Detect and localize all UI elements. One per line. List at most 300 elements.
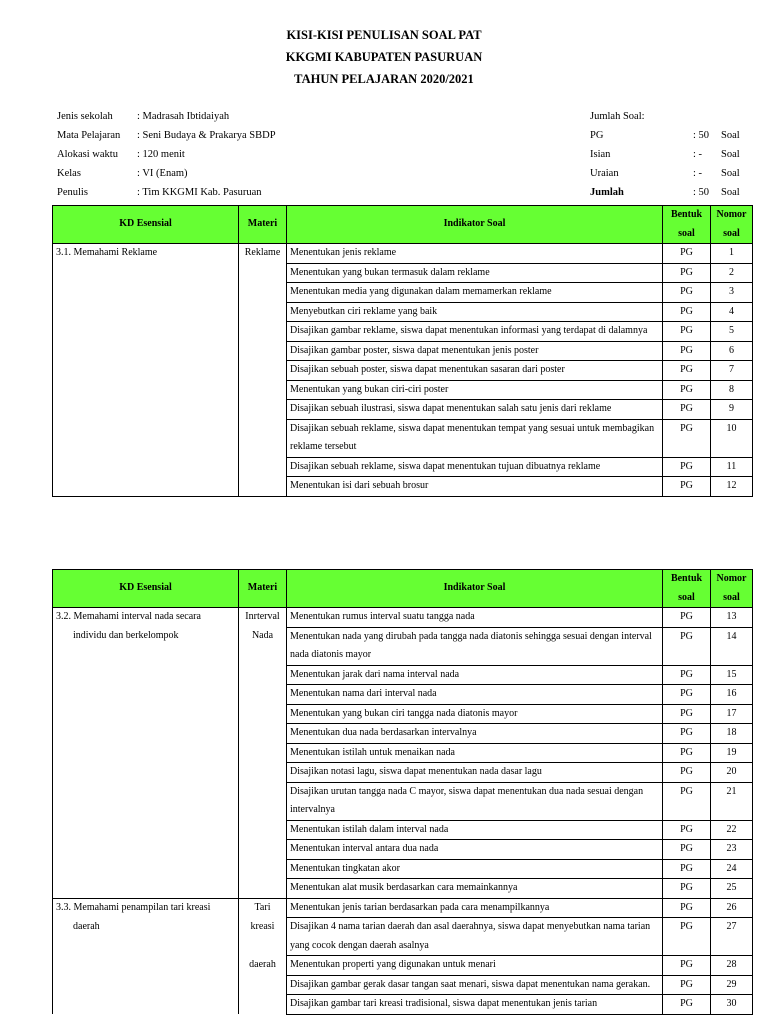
table-row [53,956,753,976]
nomor-cell [711,956,753,976]
nomor-cell [711,724,753,744]
nomor-cell [711,322,753,342]
info-row [57,107,276,126]
table-row [53,918,753,956]
nomor-cell [711,840,753,860]
table-row [53,879,753,899]
kd-cell [53,244,239,264]
nomor-cell [711,244,753,264]
materi-cell [239,840,287,860]
bentuk-cell [663,400,711,420]
bentuk-text: PG [680,344,693,356]
indikator-text: Disajikan urutan tangga nada C mayor, siswa dapat menentukan dua nada sesuai dengan intervalnya [290,785,644,815]
bentuk-text: PG [680,882,693,893]
kd-cell [53,380,239,400]
info-row [57,145,276,164]
bentuk-cell [663,782,711,820]
table-row [53,608,753,628]
nomor-text: 27 [726,921,737,932]
soal-count: : 50 [693,130,710,141]
indikator-text: Disajikan sebuah reklame, siswa dapat menentukan tempat yang sesuai untuk membagikan reklame tersebut [290,422,655,452]
nomor-text: 8 [729,383,734,395]
header-kd: KD Esensial [53,570,239,608]
nomor-text: 12 [726,480,737,491]
indikator-text: Disajikan sebuah poster, siswa dapat menentukan sasaran dari poster [290,364,565,375]
info-label: Jenis sekolah [57,111,113,122]
info-row [57,183,276,202]
info-value: : VI (Enam) [137,168,188,179]
materi-cell [239,918,287,956]
nomor-cell [711,302,753,322]
header-indikator: Indikator Soal [287,570,663,608]
bentuk-text: PG [680,611,693,622]
nomor-text: 4 [729,305,734,317]
bentuk-text: PG [680,286,693,297]
materi-text: kreasi [250,920,275,932]
table-row [53,763,753,783]
nomor-text: 23 [726,843,737,854]
materi-cell [239,704,287,724]
indikator-cell [287,975,663,995]
info-label: Alokasi waktu [57,149,118,160]
materi-cell [239,322,287,342]
materi-text: Tari [254,901,271,913]
nomor-cell [711,918,753,956]
table-row [53,995,753,1015]
indikator-text: Menentukan rumus interval suatu tangga nada [290,611,475,622]
nomor-text: 24 [726,862,737,874]
soal-unit: Soal [721,187,740,198]
indikator-cell [287,665,663,685]
kd-cell [53,302,239,322]
table-row [53,665,753,685]
nomor-text: 19 [726,746,737,758]
materi-cell [239,244,287,264]
nomor-text: 11 [726,460,737,472]
bentuk-cell [663,685,711,705]
nomor-text: 30 [726,998,737,1009]
kd-cell [53,685,239,705]
jumlah-soal-heading: Jumlah Soal: [590,111,645,122]
nomor-cell [711,627,753,665]
nomor-text: 20 [726,766,737,777]
nomor-cell [711,859,753,879]
kd-cell [53,840,239,860]
table-row [53,244,753,264]
info-row [57,126,276,145]
nomor-cell [711,995,753,1015]
materi-cell [239,724,287,744]
indikator-text: Menentukan istilah dalam interval nada [290,823,449,835]
header-kd: KD Esensial [53,206,239,244]
bentuk-cell [663,419,711,457]
soal-count-row [590,126,740,145]
bentuk-cell [663,477,711,497]
bentuk-cell [663,665,711,685]
bentuk-cell [663,918,711,956]
indikator-text: Disajikan sebuah reklame, siswa dapat menentukan tujuan dibuatnya reklame [290,460,601,472]
soal-unit: Soal [721,168,740,179]
soal-count-row [590,145,740,164]
info-left [57,107,276,202]
bentuk-cell [663,763,711,783]
materi-cell [239,743,287,763]
indikator-text: Menentukan interval antara dua nada [290,843,439,854]
nomor-cell [711,820,753,840]
bentuk-cell [663,457,711,477]
indikator-text: Menentukan yang bukan ciri-ciri poster [290,383,449,395]
materi-text: daerah [249,958,276,970]
materi-text: Inrterval [245,611,280,622]
nomor-cell [711,283,753,303]
materi-cell [239,763,287,783]
indikator-text: Menentukan dua nada berdasarkan intervalnya [290,727,477,738]
nomor-cell [711,685,753,705]
indikator-cell [287,995,663,1015]
bentuk-cell [663,263,711,283]
indikator-cell [287,608,663,628]
indikator-text: Menentukan alat musik berdasarkan cara memainkannya [290,882,518,893]
soal-count: : - [693,168,703,179]
materi-cell [239,361,287,381]
table-row [53,457,753,477]
bentuk-text: PG [680,823,693,835]
soal-type: Uraian [590,168,619,179]
info-value: : Tim KKGMI Kab. Pasuruan [137,187,262,198]
soal-count-row [590,183,740,202]
nomor-cell [711,782,753,820]
nomor-cell [711,400,753,420]
bentuk-cell [663,704,711,724]
materi-cell [239,956,287,976]
nomor-cell [711,608,753,628]
nomor-cell [711,704,753,724]
bentuk-text: PG [680,746,693,758]
table-row [53,263,753,283]
info-value: : Seni Budaya & Prakarya SBDP [137,130,276,141]
nomor-text: 18 [726,727,737,738]
bentuk-cell [663,995,711,1015]
table-row [53,724,753,744]
header-nomor: Nomor soal [711,570,753,608]
kd-cell [53,859,239,879]
nomor-text: 29 [726,978,737,990]
bentuk-cell [663,283,711,303]
bentuk-text: PG [680,325,693,336]
materi-text: Nada [251,630,274,641]
bentuk-text: PG [680,247,693,258]
nomor-text: 5 [729,325,734,336]
indikator-text: Menentukan nada yang dirubah pada tangga nada diatonis sehingga sesuai dengan interval nada diatonis mayor [290,630,652,660]
kd-text: 3.3. Memahami penampilan tari kreasi [56,901,211,913]
bentuk-text: PG [680,901,693,913]
table-row [53,302,753,322]
kd-cell [53,975,239,995]
kisi-table-1 [52,205,753,497]
bentuk-text: PG [680,862,693,874]
nomor-text: 17 [726,707,737,719]
table-row [53,898,753,918]
header-materi: Materi [239,206,287,244]
table-row [53,400,753,420]
indikator-cell [287,361,663,381]
table-row [53,361,753,381]
bentuk-cell [663,361,711,381]
header-bentuk: Bentuk soal [663,206,711,244]
kd-cell [53,898,239,918]
indikator-cell [287,283,663,303]
materi-cell [239,665,287,685]
table-row [53,627,753,665]
info-row [57,164,276,183]
kd-cell [53,743,239,763]
bentuk-text: PG [680,766,693,777]
kd-text: daerah [73,920,100,932]
nomor-text: 15 [726,668,737,680]
materi-cell [239,341,287,361]
title-line-2: KKGMI KABUPATEN PASURUAN [285,50,483,64]
bentuk-cell [663,627,711,665]
materi-cell [239,419,287,457]
kd-cell [53,341,239,361]
kd-cell [53,477,239,497]
indikator-text: Menentukan tingkatan akor [290,862,400,874]
info-label: Mata Pelajaran [57,130,121,141]
materi-cell [239,859,287,879]
indikator-cell [287,743,663,763]
bentuk-cell [663,724,711,744]
indikator-text: Disajikan 4 nama tarian daerah dan asal daerahnya, siswa dapat menyebutkan nama tarian yang cocok dengan daerah asalnya [290,921,651,951]
nomor-cell [711,361,753,381]
nomor-cell [711,477,753,497]
nomor-cell [711,898,753,918]
indikator-text: Menentukan media yang digunakan dalam memamerkan reklame [290,286,552,297]
bentuk-cell [663,898,711,918]
kd-cell [53,918,239,956]
nomor-cell [711,975,753,995]
bentuk-text: PG [680,843,693,854]
nomor-cell [711,457,753,477]
bentuk-text: PG [680,785,693,797]
header-bentuk: Bentuk soal [663,570,711,608]
kd-cell [53,763,239,783]
bentuk-text: PG [680,364,693,375]
soal-count-row [590,164,740,183]
info-value: : 120 menit [137,149,185,160]
indikator-cell [287,302,663,322]
kd-cell [53,322,239,342]
materi-cell [239,283,287,303]
indikator-cell [287,956,663,976]
bentuk-cell [663,975,711,995]
info-label: Kelas [57,168,81,179]
indikator-text: Disajikan sebuah ilustrasi, siswa dapat menentukan salah satu jenis dari reklame [290,403,612,414]
header-indikator: Indikator Soal [287,206,663,244]
bentuk-cell [663,820,711,840]
bentuk-cell [663,956,711,976]
nomor-text: 28 [726,959,737,970]
table-row [53,322,753,342]
bentuk-text: PG [680,959,693,970]
bentuk-cell [663,743,711,763]
kd-cell [53,361,239,381]
indikator-text: Disajikan notasi lagu, siswa dapat menentukan nada dasar lagu [290,766,542,777]
table-row [53,859,753,879]
kd-cell [53,665,239,685]
kd-cell [53,782,239,820]
table-row [53,840,753,860]
soal-unit: Soal [721,130,740,141]
indikator-cell [287,763,663,783]
kisi-table-2 [52,569,753,1015]
kd-text: 3.2. Memahami interval nada secara [56,611,201,622]
nomor-text: 21 [726,785,737,797]
indikator-text: Disajikan gambar reklame, siswa dapat menentukan informasi yang terdapat di dalamnya [290,325,648,336]
nomor-text: 9 [729,403,734,414]
indikator-cell [287,782,663,820]
bentuk-text: PG [680,305,693,317]
materi-cell [239,477,287,497]
table-row [53,685,753,705]
indikator-cell [287,419,663,457]
indikator-text: Menentukan jenis tarian berdasarkan pada cara menampilkannya [290,901,550,913]
soal-count: : - [693,149,703,160]
indikator-cell [287,898,663,918]
soal-type: Isian [590,149,611,160]
indikator-cell [287,400,663,420]
nomor-text: 25 [726,882,737,893]
nomor-text: 26 [726,901,737,913]
bentuk-text: PG [680,422,693,434]
materi-cell [239,400,287,420]
indikator-cell [287,685,663,705]
info-value: : Madrasah Ibtidaiyah [137,111,230,122]
materi-cell [239,898,287,918]
indikator-cell [287,859,663,879]
bentuk-cell [663,341,711,361]
indikator-text: Menentukan nama dari interval nada [290,688,437,699]
bentuk-cell [663,840,711,860]
info-label: Penulis [57,187,88,198]
nomor-text: 22 [726,823,737,835]
indikator-text: Menentukan yang bukan ciri tangga nada diatonis mayor [290,707,518,719]
title-line-1: KISI-KISI PENULISAN SOAL PAT [286,28,482,42]
bentuk-text: PG [680,998,693,1009]
bentuk-cell [663,879,711,899]
document-title [0,24,768,90]
table-row [53,341,753,361]
materi-text: Reklame [244,247,281,258]
kd-cell [53,820,239,840]
nomor-text: 2 [729,266,734,278]
indikator-cell [287,879,663,899]
bentuk-text: PG [680,668,693,680]
bentuk-cell [663,322,711,342]
indikator-cell [287,704,663,724]
kd-text: 3.1. Memahami Reklame [56,247,158,258]
materi-cell [239,782,287,820]
indikator-text: Menentukan isi dari sebuah brosur [290,480,429,491]
nomor-cell [711,341,753,361]
indikator-cell [287,627,663,665]
table-row [53,283,753,303]
indikator-text: Menentukan istilah untuk menaikan nada [290,746,455,758]
table-row [53,975,753,995]
indikator-cell [287,244,663,264]
materi-cell [239,608,287,628]
indikator-cell [287,457,663,477]
bentuk-text: PG [680,978,693,990]
bentuk-cell [663,380,711,400]
table-2-body [53,608,753,1015]
kd-cell [53,879,239,899]
table-row [53,477,753,497]
bentuk-text: PG [680,266,693,278]
bentuk-text: PG [680,707,693,719]
kd-cell [53,608,239,628]
materi-cell [239,879,287,899]
soal-count: : 50 [693,187,710,198]
nomor-cell [711,665,753,685]
nomor-cell [711,263,753,283]
kd-cell [53,457,239,477]
bentuk-cell [663,244,711,264]
table-1-body [53,244,753,497]
indikator-cell [287,820,663,840]
kd-cell [53,995,239,1015]
nomor-cell [711,419,753,457]
indikator-cell [287,263,663,283]
title-line-3: TAHUN PELAJARAN 2020/2021 [294,72,474,86]
bentuk-text: PG [680,383,693,395]
indikator-cell [287,477,663,497]
materi-cell [239,263,287,283]
indikator-cell [287,322,663,342]
bentuk-text: PG [680,480,693,491]
materi-cell [239,995,287,1015]
bentuk-cell [663,608,711,628]
indikator-text: Menentukan properti yang digunakan untuk menari [290,959,496,970]
indikator-text: Disajikan gambar gerak dasar tangan saat menari, siswa dapat menentukan nama gerakan. [290,978,651,990]
nomor-text: 1 [729,247,734,258]
indikator-cell [287,380,663,400]
kd-cell [53,704,239,724]
materi-cell [239,380,287,400]
bentuk-text: PG [680,688,693,699]
indikator-cell [287,840,663,860]
table-row [53,380,753,400]
kd-cell [53,419,239,457]
info-right [590,107,740,202]
soal-type-total: Jumlah [590,187,624,198]
table-header-row [53,206,753,244]
materi-cell [239,302,287,322]
bentuk-text: PG [680,460,693,472]
materi-cell [239,685,287,705]
indikator-text: Menyebutkan ciri reklame yang baik [290,305,438,317]
nomor-text: 7 [729,364,734,375]
bentuk-text: PG [680,727,693,738]
kd-cell [53,956,239,976]
indikator-cell [287,724,663,744]
header-materi: Materi [239,570,287,608]
materi-cell [239,457,287,477]
bentuk-text: PG [680,403,693,414]
nomor-cell [711,879,753,899]
nomor-text: 3 [729,286,734,297]
nomor-cell [711,743,753,763]
table-row [53,419,753,457]
